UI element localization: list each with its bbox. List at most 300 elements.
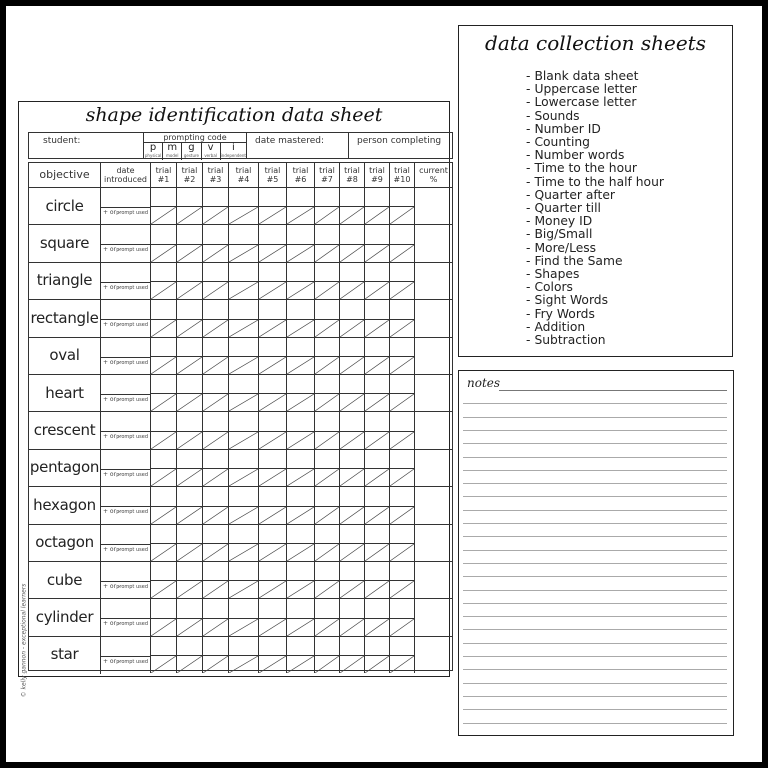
- trial-cell[interactable]: [258, 598, 286, 635]
- trial-cell[interactable]: [228, 598, 258, 635]
- trial-cell[interactable]: [364, 524, 389, 561]
- trial-cell[interactable]: [150, 524, 176, 561]
- notes-line: [463, 417, 727, 418]
- trial-cell[interactable]: [150, 262, 176, 299]
- header-trial-label: trial: [319, 166, 335, 175]
- trial-cell[interactable]: [176, 374, 202, 411]
- dash-bullet: -: [526, 280, 531, 295]
- trial-cell[interactable]: [364, 636, 389, 673]
- trial-cell[interactable]: [258, 524, 286, 561]
- prompt-cell[interactable]: [100, 207, 150, 225]
- table-row: [29, 636, 452, 673]
- trial-cell[interactable]: [150, 374, 176, 411]
- trial-slash-box: [315, 618, 339, 636]
- trial-cell[interactable]: [339, 561, 364, 598]
- trial-cell[interactable]: [389, 524, 414, 561]
- trial-cell[interactable]: [150, 636, 176, 673]
- prompt-cell[interactable]: [100, 319, 150, 337]
- trial-cell[interactable]: [389, 636, 414, 673]
- trial-cell[interactable]: [150, 187, 176, 224]
- objective-label: rectangle: [30, 308, 99, 327]
- current-percent-cell[interactable]: [414, 449, 452, 486]
- header-trial-label: trial: [235, 166, 252, 175]
- trial-slash-box: [390, 543, 414, 561]
- trial-cell[interactable]: [286, 561, 314, 598]
- trial-cell[interactable]: [258, 449, 286, 486]
- trial-cell[interactable]: [202, 598, 228, 635]
- header-trial-label: trial: [155, 166, 172, 175]
- trial-slash-box: [315, 506, 339, 524]
- trial-slash-box: [287, 281, 314, 299]
- trial-cell[interactable]: [314, 561, 339, 598]
- trial-cell[interactable]: [176, 636, 202, 673]
- trial-cell[interactable]: [286, 524, 314, 561]
- trial-cell[interactable]: [339, 374, 364, 411]
- trial-slash-box: [315, 393, 339, 411]
- trial-cell[interactable]: [150, 337, 176, 374]
- trial-cell[interactable]: [202, 374, 228, 411]
- trial-slash-box: [390, 281, 414, 299]
- trial-cell[interactable]: [364, 374, 389, 411]
- trial-cell[interactable]: [258, 411, 286, 448]
- trial-slash-box: [259, 618, 286, 636]
- header-trial-label: trial: [292, 166, 309, 175]
- trial-cell[interactable]: [314, 449, 339, 486]
- trial-cell[interactable]: [339, 524, 364, 561]
- trial-cell[interactable]: [228, 262, 258, 299]
- trial-cell[interactable]: [150, 224, 176, 261]
- header-trial-6: [286, 163, 314, 187]
- prompt-cell[interactable]: [100, 618, 150, 636]
- prompt-code-sub: gesture: [183, 153, 200, 158]
- dash-bullet: -: [526, 69, 531, 83]
- prompt-cell[interactable]: [100, 431, 150, 449]
- trial-cell[interactable]: [389, 337, 414, 374]
- trial-cell[interactable]: [314, 486, 339, 523]
- trial-slash-box: [315, 356, 339, 374]
- trial-slash-box: [340, 319, 364, 337]
- trial-slash-box: [315, 431, 339, 449]
- trial-slash-box: [365, 206, 389, 224]
- prompt-cell[interactable]: [100, 581, 150, 599]
- trial-cell[interactable]: [176, 262, 202, 299]
- trial-cell[interactable]: [286, 449, 314, 486]
- trial-cell[interactable]: [228, 299, 258, 336]
- plus-minus-label: + or -: [103, 620, 121, 628]
- date-introduced-cell[interactable]: [100, 449, 150, 469]
- trial-slash-box: [315, 244, 339, 262]
- date-introduced-cell[interactable]: [100, 598, 150, 618]
- prompt-used-label: prompt used: [116, 210, 148, 216]
- prompt-cell[interactable]: [100, 357, 150, 375]
- prompt-code-letter: m: [167, 142, 178, 153]
- date-introduced-cell[interactable]: [100, 337, 150, 357]
- trial-slash-box: [177, 506, 202, 524]
- trial-cell[interactable]: [228, 337, 258, 374]
- plus-minus-label: + or -: [103, 358, 121, 366]
- trial-cell[interactable]: [314, 411, 339, 448]
- trial-cell[interactable]: [339, 411, 364, 448]
- trial-cell[interactable]: [228, 187, 258, 224]
- current-percent-cell[interactable]: [414, 636, 452, 673]
- current-percent-cell[interactable]: [414, 187, 452, 224]
- current-percent-cell[interactable]: [414, 524, 452, 561]
- trial-cell[interactable]: [202, 561, 228, 598]
- current-percent-cell[interactable]: [414, 411, 452, 448]
- trial-slash-box: [259, 543, 286, 561]
- trial-slash-box: [177, 543, 202, 561]
- trial-cell[interactable]: [389, 411, 414, 448]
- trial-slash-box: [365, 580, 389, 598]
- trial-slash-box: [259, 319, 286, 337]
- notes-line: [463, 603, 727, 604]
- header-trial-7: [314, 163, 339, 187]
- plus-minus-label: + or -: [103, 396, 121, 403]
- trial-cell[interactable]: [202, 449, 228, 486]
- dash-bullet: -: [526, 161, 531, 176]
- prompt-code-letter: g: [188, 142, 195, 153]
- date-introduced-cell[interactable]: [100, 299, 150, 319]
- trial-cell[interactable]: [314, 524, 339, 561]
- trial-cell[interactable]: [314, 598, 339, 635]
- table-row: [29, 561, 452, 599]
- trial-cell[interactable]: [286, 337, 314, 374]
- student-label: student:: [43, 136, 81, 146]
- dash-bullet: -: [526, 108, 531, 123]
- trial-cell[interactable]: [202, 299, 228, 336]
- trial-cell[interactable]: [258, 299, 286, 336]
- trial-cell[interactable]: [364, 561, 389, 598]
- header-trial-number: #4: [237, 175, 250, 184]
- trial-cell[interactable]: [364, 262, 389, 299]
- current-percent-cell[interactable]: [414, 374, 452, 411]
- trial-slash-box: [287, 580, 314, 598]
- list-item-label: Number ID: [534, 121, 601, 136]
- trial-slash-box: [390, 506, 414, 524]
- trial-cell[interactable]: [314, 262, 339, 299]
- notes-line: [463, 536, 727, 537]
- trial-cell[interactable]: [150, 598, 176, 635]
- date-introduced-cell[interactable]: [100, 224, 150, 244]
- date-introduced-cell[interactable]: [100, 524, 150, 544]
- table-row: [29, 187, 452, 225]
- trial-cell[interactable]: [202, 187, 228, 224]
- trial-cell[interactable]: [339, 449, 364, 486]
- trial-slash-box: [287, 393, 314, 411]
- trial-cell[interactable]: [339, 262, 364, 299]
- table-row: [29, 337, 452, 375]
- header-trial-label: trial: [207, 166, 224, 175]
- plus-minus-label: + or -: [103, 209, 121, 216]
- current-percent-cell[interactable]: [414, 598, 452, 635]
- prompt-cell[interactable]: [100, 544, 150, 562]
- trial-cell[interactable]: [258, 636, 286, 673]
- list-item-label: Sounds: [534, 108, 580, 123]
- plus-minus-label: + or -: [103, 321, 121, 329]
- current-percent-cell[interactable]: [414, 299, 452, 336]
- date-introduced-cell[interactable]: [100, 411, 150, 431]
- trial-cell[interactable]: [339, 598, 364, 635]
- trial-cell[interactable]: [364, 598, 389, 635]
- trial-cell[interactable]: [364, 486, 389, 523]
- objective-label: heart: [45, 383, 84, 402]
- trial-cell[interactable]: [286, 187, 314, 224]
- trial-slash-box: [229, 506, 258, 524]
- trial-cell[interactable]: [202, 411, 228, 448]
- trial-cell[interactable]: [202, 224, 228, 261]
- trial-slash-box: [340, 431, 364, 449]
- trial-cell[interactable]: [286, 598, 314, 635]
- dash-bullet: -: [526, 240, 531, 255]
- trial-cell[interactable]: [176, 524, 202, 561]
- prompt-used-label: prompt used: [116, 247, 148, 254]
- trial-cell[interactable]: [176, 337, 202, 374]
- header-trial-number: #7: [321, 175, 333, 184]
- list-item: [526, 334, 664, 347]
- prompt-used-label: prompt used: [116, 509, 148, 516]
- person-completing-field[interactable]: [348, 132, 453, 159]
- trial-cell[interactable]: [202, 636, 228, 673]
- header-current: [414, 163, 452, 187]
- trial-cell[interactable]: [202, 262, 228, 299]
- trial-cell[interactable]: [258, 374, 286, 411]
- trial-slash-box: [340, 618, 364, 636]
- trial-slash-box: [151, 580, 176, 598]
- trial-cell[interactable]: [258, 561, 286, 598]
- trial-cell[interactable]: [314, 374, 339, 411]
- trial-cell[interactable]: [389, 486, 414, 523]
- dash-bullet: -: [526, 319, 531, 334]
- trial-slash-box: [340, 244, 364, 262]
- trial-cell[interactable]: [258, 187, 286, 224]
- prompt-code-letter: p: [149, 142, 157, 153]
- current-percent-cell[interactable]: [414, 224, 452, 261]
- table-row: [29, 262, 452, 300]
- trial-cell[interactable]: [286, 636, 314, 673]
- trial-cell[interactable]: [176, 598, 202, 635]
- trial-slash-box: [229, 468, 258, 486]
- trial-slash-box: [287, 543, 314, 561]
- trial-cell[interactable]: [314, 337, 339, 374]
- trial-cell[interactable]: [228, 524, 258, 561]
- notes-line: [463, 496, 727, 497]
- current-percent-cell[interactable]: [414, 486, 452, 523]
- trial-slash-box: [259, 356, 286, 374]
- trial-cell[interactable]: [389, 224, 414, 261]
- list-item-label: Quarter till: [534, 201, 601, 216]
- trial-cell[interactable]: [339, 299, 364, 336]
- date-introduced-cell[interactable]: [100, 374, 150, 394]
- trial-slash-box: [177, 468, 202, 486]
- prompt-cell[interactable]: [100, 244, 150, 262]
- trial-cell[interactable]: [389, 262, 414, 299]
- trial-cell[interactable]: [228, 561, 258, 598]
- trial-cell[interactable]: [228, 374, 258, 411]
- trial-cell[interactable]: [176, 449, 202, 486]
- trial-slash-box: [365, 393, 389, 411]
- trial-cell[interactable]: [228, 636, 258, 673]
- trial-slash-box: [151, 655, 176, 673]
- trial-slash-box: [315, 468, 339, 486]
- notes-line: [463, 523, 727, 524]
- objective-label: oval: [49, 346, 80, 365]
- trial-cell[interactable]: [339, 486, 364, 523]
- trial-slash-box: [365, 618, 389, 636]
- date-introduced-cell[interactable]: [100, 262, 150, 282]
- date-introduced-cell[interactable]: [100, 561, 150, 581]
- trial-cell[interactable]: [389, 598, 414, 635]
- trial-cell[interactable]: [176, 187, 202, 224]
- prompt-code-v: [201, 143, 220, 160]
- trial-cell[interactable]: [364, 337, 389, 374]
- trial-cell[interactable]: [176, 411, 202, 448]
- trial-cell[interactable]: [286, 299, 314, 336]
- trial-cell[interactable]: [364, 224, 389, 261]
- trial-cell[interactable]: [314, 299, 339, 336]
- trial-cell[interactable]: [339, 224, 364, 261]
- list-item-label: More/Less: [534, 240, 597, 255]
- prompt-cell[interactable]: [100, 394, 150, 412]
- trial-cell[interactable]: [258, 262, 286, 299]
- copyright-note: [19, 552, 29, 732]
- notes-line: [463, 709, 727, 710]
- person-completing-label: person completing: [357, 136, 442, 146]
- list-item-label: Time to the half hour: [534, 174, 664, 189]
- trial-slash-box: [229, 393, 258, 411]
- trial-slash-box: [287, 506, 314, 524]
- trial-cell[interactable]: [150, 561, 176, 598]
- trial-cell[interactable]: [364, 411, 389, 448]
- trial-slash-box: [177, 655, 202, 673]
- trial-slash-box: [287, 655, 314, 673]
- trial-slash-box: [340, 655, 364, 673]
- prompt-used-label: prompt used: [116, 584, 148, 590]
- trial-cell[interactable]: [176, 299, 202, 336]
- trial-slash-box: [365, 506, 389, 524]
- trial-cell[interactable]: [228, 449, 258, 486]
- list-item-label: Sight Words: [534, 293, 609, 308]
- list-item-label: Uppercase letter: [534, 82, 637, 97]
- trial-cell[interactable]: [339, 187, 364, 224]
- trial-cell[interactable]: [314, 224, 339, 261]
- prompt-cell[interactable]: [100, 469, 150, 487]
- trial-slash-box: [259, 393, 286, 411]
- table-row: [29, 449, 452, 487]
- trial-cell[interactable]: [364, 449, 389, 486]
- trial-cell[interactable]: [286, 224, 314, 261]
- trial-cell[interactable]: [389, 561, 414, 598]
- trial-cell[interactable]: [286, 486, 314, 523]
- trial-slash-box: [259, 281, 286, 299]
- trial-cell[interactable]: [364, 299, 389, 336]
- info-row: [28, 132, 453, 160]
- trial-slash-box: [365, 319, 389, 337]
- trial-cell[interactable]: [339, 636, 364, 673]
- sheet-title: shape identification data sheet: [85, 104, 383, 126]
- trial-cell[interactable]: [202, 486, 228, 523]
- trial-cell[interactable]: [228, 486, 258, 523]
- prompt-code-letter: i: [231, 142, 235, 153]
- current-percent-cell[interactable]: [414, 561, 452, 598]
- trial-cell[interactable]: [258, 224, 286, 261]
- prompt-cell[interactable]: [100, 656, 150, 674]
- trial-cell[interactable]: [286, 262, 314, 299]
- date-introduced-cell[interactable]: [100, 486, 150, 506]
- prompt-cell[interactable]: [100, 282, 150, 300]
- plus-minus-label: + or -: [103, 283, 121, 291]
- trial-cell[interactable]: [202, 337, 228, 374]
- list-title: data collection sheets: [485, 31, 706, 55]
- student-field[interactable]: [28, 132, 144, 159]
- dash-bullet: -: [526, 187, 531, 202]
- notes-line: [463, 656, 727, 657]
- trial-slash-box: [151, 543, 176, 561]
- trial-cell[interactable]: [339, 337, 364, 374]
- date-introduced-cell[interactable]: [100, 636, 150, 656]
- trial-cell[interactable]: [286, 411, 314, 448]
- trial-cell[interactable]: [150, 449, 176, 486]
- prompt-cell[interactable]: [100, 506, 150, 524]
- canvas: [6, 6, 762, 762]
- header-current-line1: current: [419, 166, 448, 175]
- dash-bullet: -: [526, 306, 531, 321]
- table-row: [29, 486, 452, 524]
- current-percent-cell[interactable]: [414, 262, 452, 299]
- trial-cell[interactable]: [228, 224, 258, 261]
- trial-cell[interactable]: [176, 486, 202, 523]
- trial-slash-box: [151, 319, 176, 337]
- trial-cell[interactable]: [258, 337, 286, 374]
- trial-slash-box: [315, 281, 339, 299]
- trial-cell[interactable]: [150, 299, 176, 336]
- trial-slash-box: [151, 393, 176, 411]
- trial-cell[interactable]: [364, 187, 389, 224]
- trial-cell[interactable]: [176, 561, 202, 598]
- trial-cell[interactable]: [389, 449, 414, 486]
- trial-slash-box: [177, 431, 202, 449]
- dash-bullet: -: [526, 201, 531, 216]
- trial-cell[interactable]: [389, 187, 414, 224]
- list-item-label: Time to the hour: [534, 161, 637, 176]
- list-item-label: Lowercase letter: [534, 95, 637, 110]
- dash-bullet: -: [526, 95, 531, 110]
- trial-cell[interactable]: [228, 411, 258, 448]
- trial-cell[interactable]: [150, 411, 176, 448]
- header-trial-number: #1: [157, 175, 170, 184]
- trial-cell[interactable]: [202, 524, 228, 561]
- dash-bullet: -: [526, 333, 531, 348]
- trial-cell[interactable]: [314, 187, 339, 224]
- trial-cell[interactable]: [150, 486, 176, 523]
- notes-lines[interactable]: [463, 375, 727, 731]
- trial-cell[interactable]: [286, 374, 314, 411]
- trial-slash-box: [390, 580, 414, 598]
- date-introduced-cell[interactable]: [100, 187, 150, 207]
- current-percent-cell[interactable]: [414, 337, 452, 374]
- trial-cell[interactable]: [258, 486, 286, 523]
- trial-cell[interactable]: [389, 374, 414, 411]
- header-trial-label: trial: [264, 166, 281, 175]
- trial-cell[interactable]: [389, 299, 414, 336]
- trial-cell[interactable]: [314, 636, 339, 673]
- trial-slash-box: [315, 543, 339, 561]
- list-item-label: Money ID: [534, 214, 593, 229]
- trial-slash-box: [177, 618, 202, 636]
- trial-slash-box: [259, 468, 286, 486]
- dash-bullet: -: [526, 253, 531, 268]
- date-mastered-field[interactable]: [246, 132, 349, 159]
- trial-cell[interactable]: [176, 224, 202, 261]
